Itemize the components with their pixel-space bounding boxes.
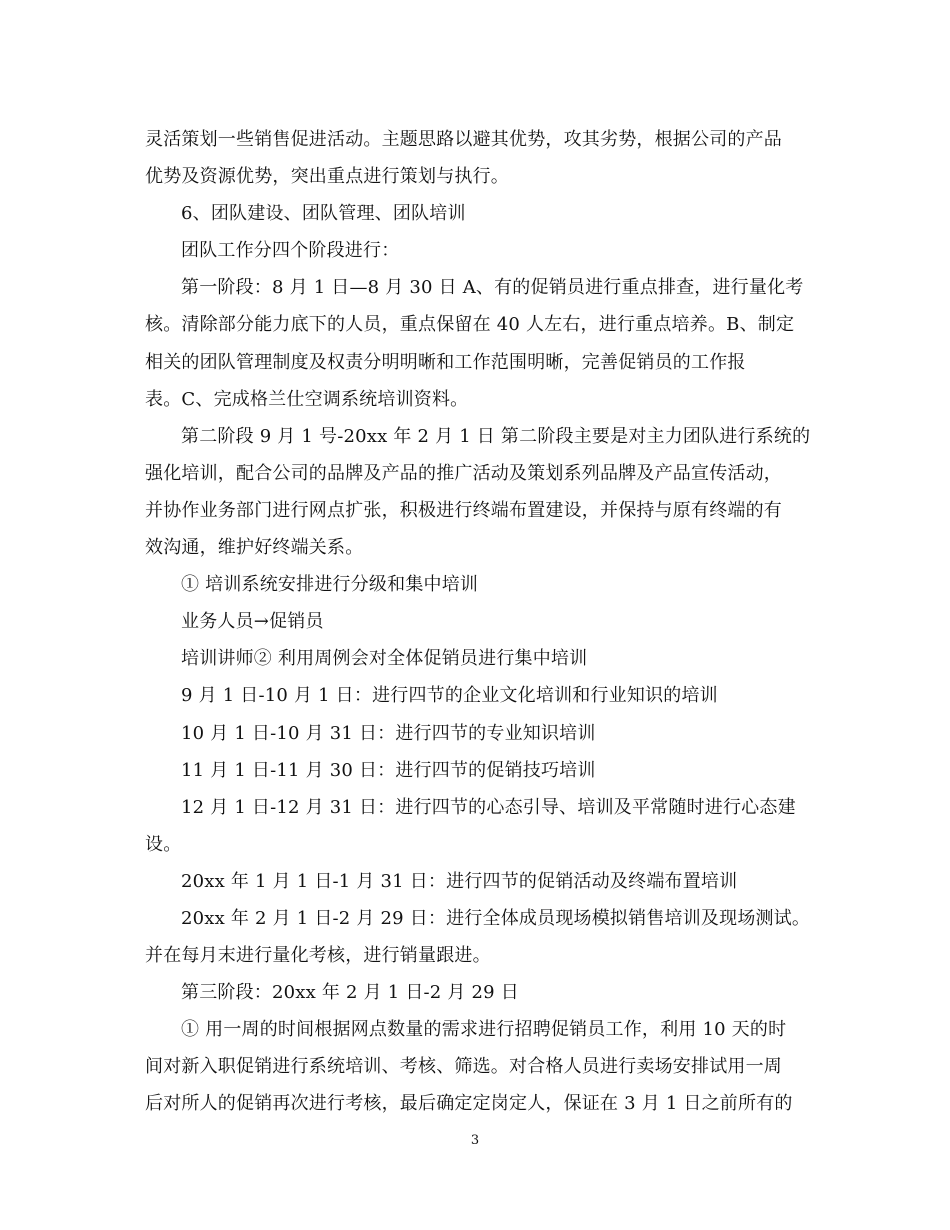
text-line: 第一阶段：8 月 1 日—8 月 30 日 A、有的促销员进行重点排查，进行量化考	[181, 277, 804, 299]
text-line: 优势及资源优势，突出重点进行策划与执行。	[145, 166, 509, 188]
text-line: 团队工作分四个阶段进行：	[181, 240, 400, 262]
text-line: 20xx 年 2 月 1 日-2 月 29 日：进行全体成员现场模拟销售培训及现场测试。	[181, 907, 811, 929]
text-line: 后对所人的促销再次进行考核，最后确定定岗定人，保证在 3 月 1 日之前所有的	[145, 1093, 793, 1115]
text-line: 11 月 1 日-11 月 30 日：进行四节的促销技巧培训	[181, 759, 596, 781]
text-line: 设。	[145, 833, 182, 855]
text-line: 6、团队建设、团队管理、团队培训	[181, 203, 466, 225]
text-line: 并协作业务部门进行网点扩张，积极进行终端布置建设，并保持与原有终端的有	[145, 499, 782, 521]
body-text	[145, 121, 811, 1123]
text-line: 业务人员→促销员	[181, 611, 324, 633]
text-line: 第三阶段：20xx 年 2 月 1 日-2 月 29 日	[181, 982, 519, 1004]
text-line: 第二阶段 9 月 1 号-20xx 年 2 月 1 日 第二阶段主要是对主力团队进行系统的	[181, 425, 811, 447]
text-line: 10 月 1 日-10 月 31 日：进行四节的专业知识培训	[181, 722, 596, 744]
text-line: 核。清除部分能力底下的人员，重点保留在 40 人左右，进行重点培养。B、制定	[145, 314, 795, 336]
text-line: 相关的团队管理制度及权责分明明晰和工作范围明晰，完善促销员的工作报	[145, 351, 746, 373]
text-line: 效沟通，维护好终端关系。	[145, 537, 364, 559]
text-line: 培训讲师② 利用周例会对全体促销员进行集中培训	[181, 648, 588, 670]
text-line: ① 培训系统安排进行分级和集中培训	[181, 574, 479, 596]
text-line: 12 月 1 日-12 月 31 日：进行四节的心态引导、培训及平常随时进行心态建	[181, 796, 796, 818]
text-line: 间对新入职促销进行系统培训、考核、筛选。对合格人员进行卖场安排试用一周	[145, 1056, 782, 1078]
text-line: 表。C、完成格兰仕空调系统培训资料。	[145, 388, 469, 410]
text-line: 20xx 年 1 月 1 日-1 月 31 日：进行四节的促销活动及终端布置培训	[181, 870, 738, 892]
page-number: 3	[470, 1133, 480, 1148]
text-line: 并在每月末进行量化考核，进行销量跟进。	[145, 945, 491, 967]
text-line: 强化培训，配合公司的品牌及产品的推广活动及策划系列品牌及产品宣传活动，	[145, 462, 782, 484]
text-line: 9 月 1 日-10 月 1 日：进行四节的企业文化培训和行业知识的培训	[181, 685, 718, 707]
text-line: 灵活策划一些销售促进活动。主题思路以避其优势，攻其劣势，根据公司的产品	[145, 129, 782, 150]
text-line: ① 用一周的时间根据网点数量的需求进行招聘促销员工作，利用 10 天的时	[181, 1019, 787, 1041]
